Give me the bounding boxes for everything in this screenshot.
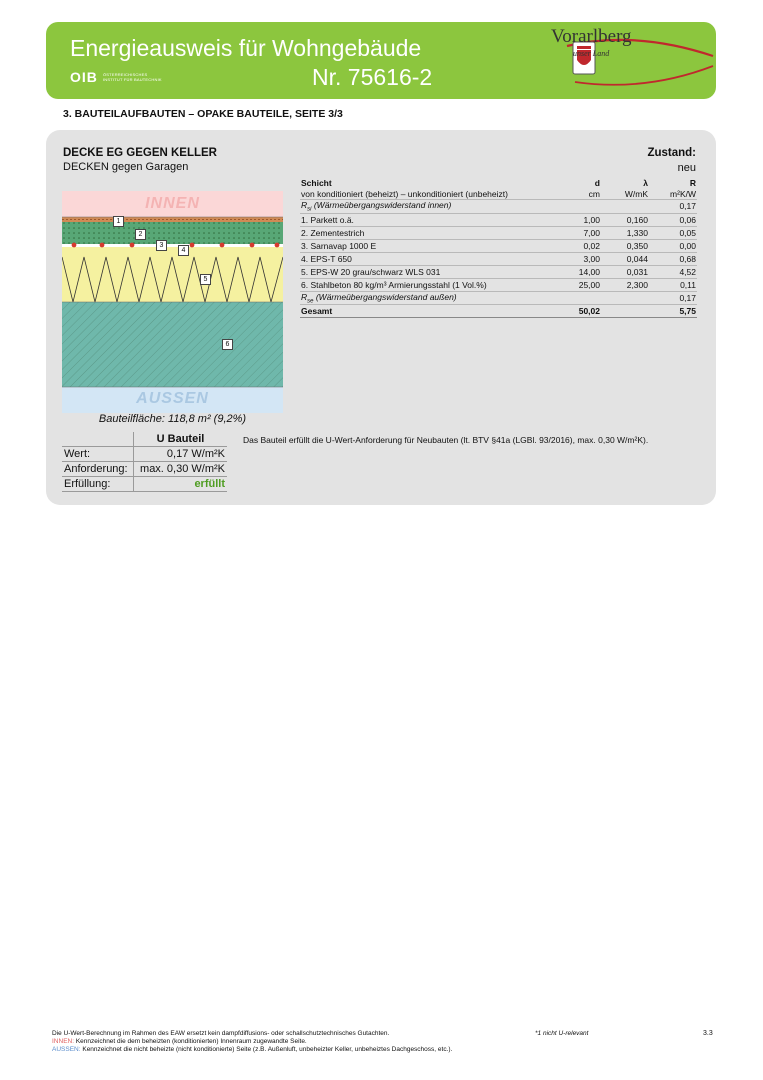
layer-table-header xyxy=(300,178,697,188)
layer-d: 1,00 xyxy=(559,213,601,226)
layer-r: 0,68 xyxy=(649,252,697,265)
table-row-rsi xyxy=(300,200,697,214)
total-label: Gesamt xyxy=(300,305,559,318)
layer-lambda: 1,330 xyxy=(601,226,649,239)
table-row xyxy=(300,252,697,265)
layer-d: 14,00 xyxy=(559,265,601,278)
layer-marker-2: 2 xyxy=(135,229,146,240)
layer-r: 0,06 xyxy=(649,213,697,226)
layer-lambda: 0,044 xyxy=(601,252,649,265)
layer-marker-5: 5 xyxy=(200,274,211,285)
innen-label: INNEN xyxy=(145,195,200,212)
component-area: Bauteilfläche: 118,8 m² (9,2%) xyxy=(98,413,247,425)
col-r: R xyxy=(689,178,696,188)
layer-diagram xyxy=(62,191,283,413)
unit-lambda: W/mK xyxy=(601,188,649,200)
layer-table-units xyxy=(300,188,697,200)
aussen-label: AUSSEN xyxy=(136,390,209,407)
table-row-rse xyxy=(300,291,697,305)
footer-innen-text: Kennzeichnet die dem beheizten (konditionierten) Innenraum zugewandte Seite. xyxy=(74,1038,307,1045)
col-d: d xyxy=(594,178,600,188)
table-row xyxy=(300,226,697,239)
u-row-anforderung xyxy=(62,462,227,477)
layer-marker-3: 3 xyxy=(156,240,167,251)
table-row-total xyxy=(300,305,697,318)
layer-marker-1: 1 xyxy=(113,216,124,227)
footer-innen-key: INNEN: xyxy=(52,1038,75,1045)
u-table-header-label: U Bauteil xyxy=(134,432,228,447)
table-row xyxy=(300,239,697,252)
layer-marker-4: 4 xyxy=(178,245,189,256)
layer-lambda: 0,350 xyxy=(601,239,649,252)
u-row-status: erfüllt xyxy=(134,477,228,492)
layer-name: 3. Sarnavap 1000 E xyxy=(300,239,559,252)
document-number: Nr. 75616-2 xyxy=(312,64,433,90)
u-row-value: max. 0,30 W/m²K xyxy=(134,462,228,477)
footer-innen xyxy=(52,1038,552,1046)
layer-name: 4. EPS-T 650 xyxy=(300,252,559,265)
footer-disclaimer: Die U-Wert-Berechnung im Rahmen des EAW ersetzt kein dampfdiffusions- oder schallschutztechnisches Gutachten. xyxy=(52,1030,390,1037)
footer-aussen-key: AUSSEN: xyxy=(52,1046,81,1053)
layer-r: 0,05 xyxy=(649,226,697,239)
page-number: 3.3 xyxy=(703,1030,713,1037)
layer-name: 5. EPS-W 20 grau/schwarz WLS 031 xyxy=(300,265,559,278)
layer-d: 25,00 xyxy=(559,278,601,291)
rsi-subscript: si xyxy=(307,206,312,213)
total-r: 5,75 xyxy=(649,305,697,318)
u-row-erfuellung xyxy=(62,477,227,492)
zustand-label: Zustand: xyxy=(647,147,696,159)
total-d: 50,02 xyxy=(559,305,601,318)
layer-d: 3,00 xyxy=(559,252,601,265)
component-subtitle: DECKEN gegen Garagen xyxy=(63,161,189,173)
layer-r: 0,00 xyxy=(649,239,697,252)
rse-label xyxy=(300,291,559,305)
layer-d: 7,00 xyxy=(559,226,601,239)
direction-note: von konditioniert (beheizt) – unkonditioniert (unbeheizt) xyxy=(300,188,559,200)
oib-logo xyxy=(70,69,162,87)
oib-logo-text: ÖSTERREICHISCHES INSTITUT FÜR BAUTECHNIK xyxy=(103,72,162,82)
compliance-note: Das Bauteil erfüllt die U-Wert-Anforderung für Neubauten (lt. BTV §41a (LGBl. 93/2016), max. 0,30 W/m²K). xyxy=(243,435,649,445)
component-title: DECKE EG GEGEN KELLER xyxy=(63,147,217,159)
col-schicht: Schicht xyxy=(301,178,332,188)
layer-table xyxy=(300,178,697,318)
document-title: Energieausweis für Wohngebäude xyxy=(70,35,422,61)
u-row-wert xyxy=(62,447,227,462)
layer-name: 6. Stahlbeton 80 kg/m³ Armierungsstahl (1 Vol.%) xyxy=(300,278,559,291)
footer-aussen-text: Kennzeichnet die nicht beheizte (nicht konditionierte) Seite (z.B. Außenluft, unbeheizter Keller, unbeheiztes Dachgeschoss, etc.). xyxy=(80,1046,453,1053)
u-row-label: Anforderung: xyxy=(62,462,134,477)
rse-text: (Wärmeübergangswiderstand außen) xyxy=(313,291,457,302)
unit-r: m²K/W xyxy=(649,188,697,200)
layer-r: 0,11 xyxy=(649,278,697,291)
rse-subscript: se xyxy=(307,298,314,305)
rsi-symbol: R xyxy=(301,200,308,210)
layer-diagram-graphic xyxy=(62,191,283,413)
u-row-label: Erfüllung: xyxy=(62,477,134,492)
unit-d: cm xyxy=(559,188,601,200)
layer-lambda: 2,300 xyxy=(601,278,649,291)
layer-lambda: 0,031 xyxy=(601,265,649,278)
footer-footnote: *1 nicht U-relevant xyxy=(535,1030,589,1037)
rsi-value: 0,17 xyxy=(649,200,697,214)
table-row xyxy=(300,265,697,278)
rsi-text: (Wärmeübergangswiderstand innen) xyxy=(311,200,452,210)
footer-aussen xyxy=(52,1046,552,1054)
rsi-label xyxy=(300,200,559,214)
section-title: 3. BAUTEILAUFBAUTEN – OPAKE BAUTEILE, SEITE 3/3 xyxy=(63,108,343,120)
vorarlberg-wordmark: Vorarlberg xyxy=(551,26,632,47)
layer-name: 2. Zementestrich xyxy=(300,226,559,239)
rse-value: 0,17 xyxy=(649,291,697,305)
u-table-header xyxy=(62,432,227,447)
zustand-value: neu xyxy=(677,162,696,174)
layer-name: 1. Parkett o.ä. xyxy=(300,213,559,226)
layer-marker-6: 6 xyxy=(222,339,233,350)
footer-notes xyxy=(52,1030,552,1054)
rse-symbol: R xyxy=(301,291,308,302)
u-row-label: Wert: xyxy=(62,447,134,462)
layer-r: 4,52 xyxy=(649,265,697,278)
oib-logo-mark: OIB xyxy=(70,69,98,85)
table-row xyxy=(300,213,697,226)
u-value-table xyxy=(62,432,227,492)
vorarlberg-tagline: unser Land xyxy=(573,49,610,58)
header-banner xyxy=(46,22,716,99)
table-row xyxy=(300,278,697,291)
layer-d: 0,02 xyxy=(559,239,601,252)
col-lambda: λ xyxy=(643,178,648,188)
layer-lambda: 0,160 xyxy=(601,213,649,226)
u-row-value: 0,17 W/m²K xyxy=(134,447,228,462)
